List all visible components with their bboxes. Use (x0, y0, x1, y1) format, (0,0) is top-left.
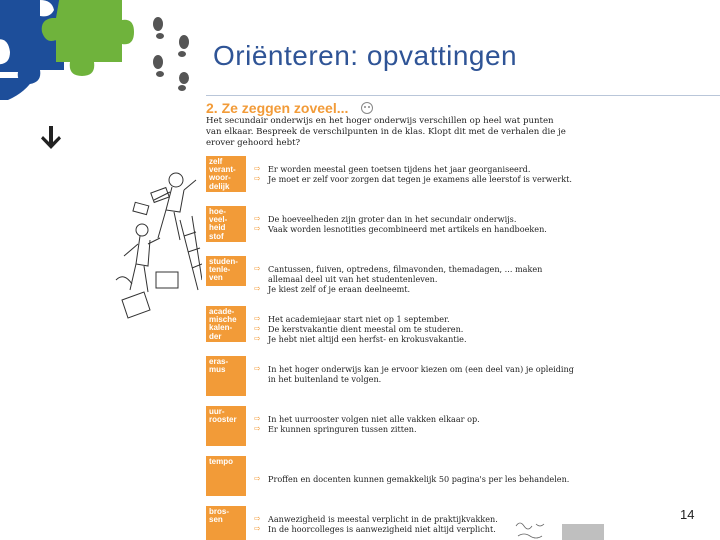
category-tag: uur- rooster (206, 406, 246, 446)
page-title: Oriënteren: opvattingen (213, 40, 518, 71)
statement: ⇨ Er worden meestal geen toetsen tijdens het jaar georganiseerd. (254, 164, 531, 174)
statement: ⇨ Je hebt niet altijd een herfst- en krokusvakantie. (254, 334, 467, 344)
puzzle-pieces-logo (0, 0, 140, 100)
page-number: 14 (680, 507, 695, 522)
statement: ⇨ Het academiejaar start niet op 1 september. (254, 314, 450, 324)
discussion-icon (360, 102, 374, 114)
student-ladder-illustration (114, 160, 202, 350)
category-tag: eras- mus (206, 356, 246, 396)
handwritten-scribble (514, 518, 564, 540)
statement: ⇨ Er kunnen springuren tussen zitten. (254, 424, 417, 434)
statement: ⇨ Cantussen, fuiven, optredens, filmavonden, themadagen, ... maken allemaal deel uit van het studentenleven. (254, 264, 543, 284)
cropped-image-fragment (562, 524, 604, 540)
slide-header (0, 0, 720, 100)
document-page (104, 100, 604, 540)
statement: ⇨ Vaak worden lesnotities gecombineerd met artikels en handboeken. (254, 224, 547, 234)
category-tag: acade- mische kalen- der (206, 306, 246, 342)
statement: ⇨ In de hoorcolleges is aanwezigheid niet altijd verplicht. (254, 524, 496, 534)
header-divider (206, 95, 720, 96)
footprints-icon (146, 14, 196, 94)
statement: ⇨ Aanwezigheid is meestal verplicht in de praktijkvakken. (254, 514, 498, 524)
statement: ⇨ Je kiest zelf of je eraan deelneemt. (254, 284, 411, 294)
statement: ⇨ Proffen en docenten kunnen gemakkelijk 50 pagina's per les behandelen. (254, 474, 570, 484)
statement: ⇨ Je moet er zelf voor zorgen dat tegen je examens alle leerstof is verwerkt. (254, 174, 572, 184)
category-tag: tempo (206, 456, 246, 496)
category-tag: hoe- veel- heid stof (206, 206, 246, 242)
statement: ⇨ In het hoger onderwijs kan je ervoor kiezen om (een deel van) je opleiding in het buitenland te volgen. (254, 364, 574, 384)
statement: ⇨ De hoeveelheden zijn groter dan in het secundair onderwijs. (254, 214, 517, 224)
statement: ⇨ In het uurrooster volgen niet alle vakken elkaar op. (254, 414, 480, 424)
intro-text: Het secundair onderwijs en het hoger onderwijs verschillen op heel wat punten van elkaar. Bespreek de verschilpunten in de klas. Klopt dit met de verhalen die je erover gehoord hebt? (206, 116, 566, 148)
down-arrow-icon (40, 124, 62, 152)
category-tag: zelf verant- woor- delijk (206, 156, 246, 192)
differences-list (206, 156, 604, 540)
category-tag: studen- tenle- ven (206, 256, 246, 286)
statement: ⇨ De kerstvakantie dient meestal om te studeren. (254, 324, 464, 334)
category-tag: bros- sen (206, 506, 246, 540)
section-title: 2. Ze zeggen zoveel... (206, 100, 349, 116)
